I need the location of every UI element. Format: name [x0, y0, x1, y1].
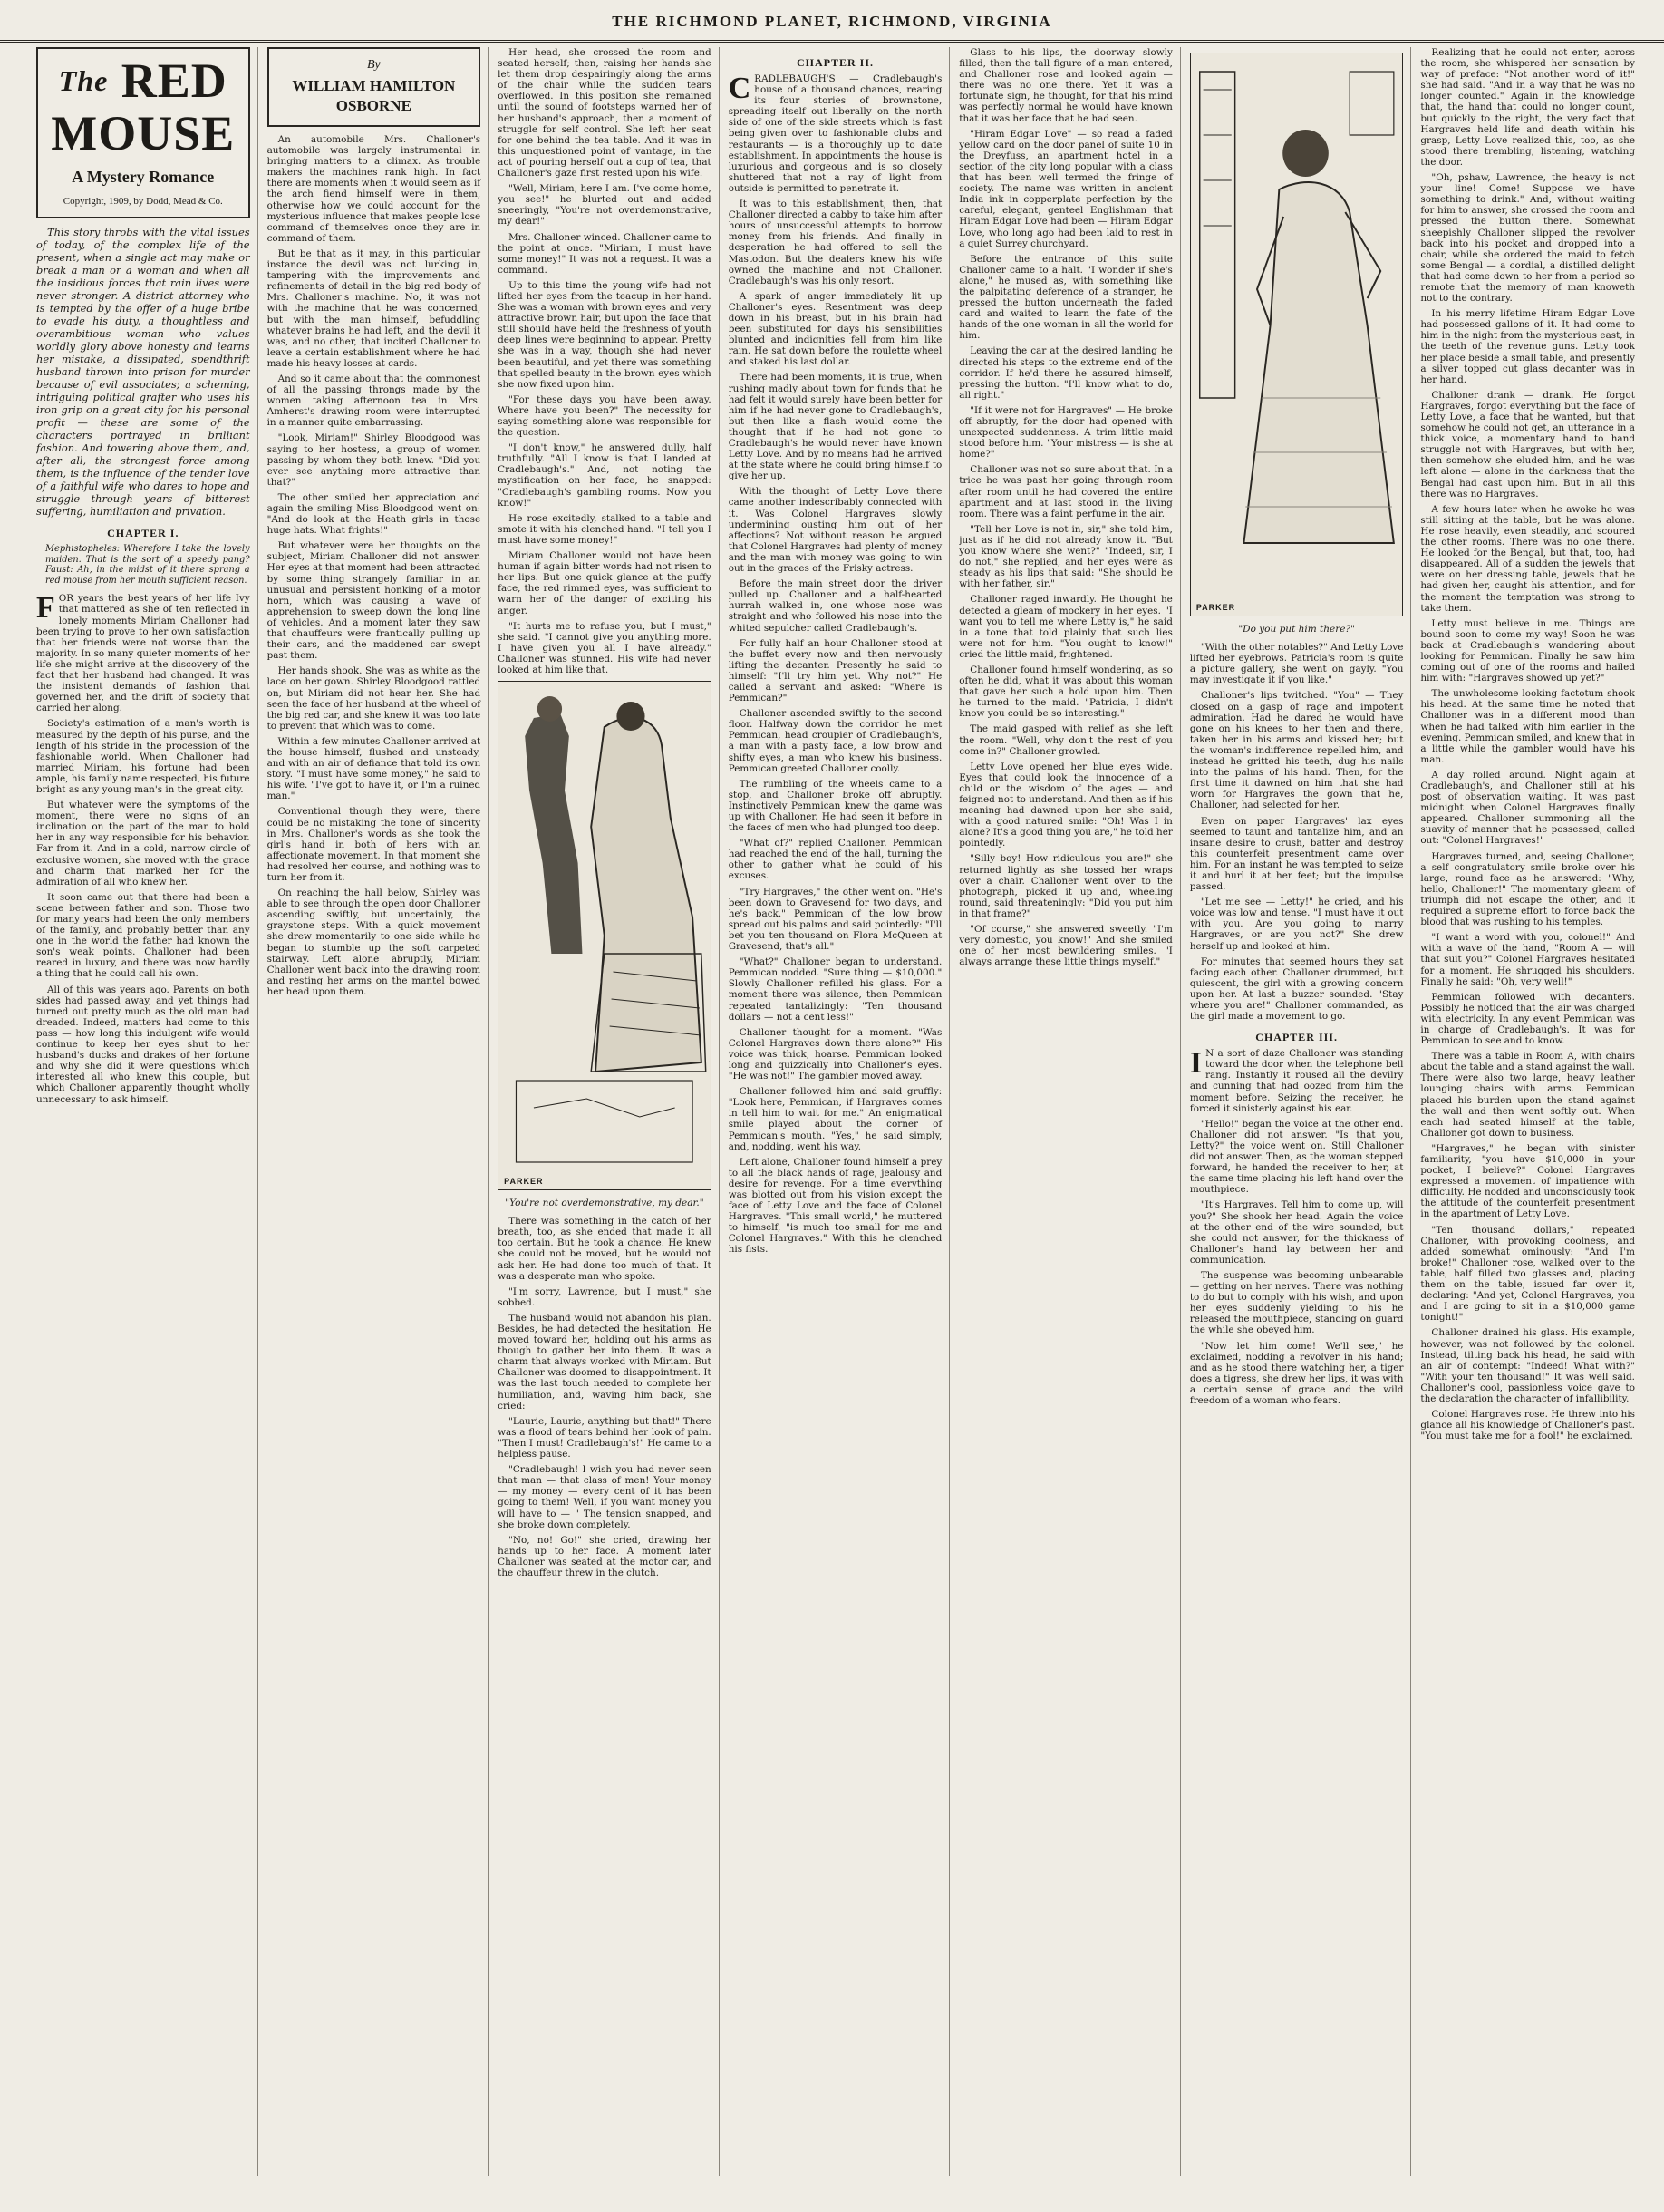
paragraph: "Let me see — Letty!" he cried, and his voice was low and tense. "I must have it out with you. Are you going to marry Hargraves, or are you not?" She drew herself up and looked at him.	[1189, 897, 1404, 952]
paragraph: Letty Love opened her blue eyes wide. Eyes that could look the innocence of a child or the wisdom of the ages — and feigned not to understand. And then as if his meaning had dawned upon her she said, with a good natured smile: "Oh! Was I in alone? It's a good thing you are," he told her pointedly.	[959, 761, 1173, 849]
story-title-main: RED MOUSE	[51, 53, 236, 160]
chapter-1-heading: CHAPTER I.	[107, 527, 179, 539]
paragraph: "Of course," she answered sweetly. "I'm very domestic, you know!" And she smiled one of her most bewildering smiles. "I always arrange these little things myself."	[959, 924, 1173, 968]
paragraph: "No, no! Go!" she cried, drawing her hands up to her face. A moment later Challoner was seated at the motor car, and the chauffeur threw in the clutch.	[498, 1534, 711, 1578]
paragraph: Glass to his lips, the doorway slowly filled, then the tall figure of a man entered, and Challoner rose and looked again — there was no one there. Yet it was a fortunate sign, he thought, for that his mind was perfectly normal he would have known that it was her face that he had seen.	[959, 47, 1173, 124]
paragraph: Left alone, Challoner found himself a prey to all the black hands of rage, jealousy and desire for revenge. For a time everything was blotted out from his vision except the face of Letty Love and the face of Colonel Hargraves. "This small world," he muttered to himself, "is much too small for me and Colonel Hargraves." With this he clenched his fists.	[728, 1156, 943, 1256]
illustration-signature: PARKER	[1195, 603, 1236, 612]
column-5	[959, 47, 1181, 2176]
chapter-2-heading: CHAPTER II.	[796, 56, 874, 69]
paragraph: Challoner found himself wondering, as so often he did, what it was about this woman that gave her such a hold upon him. Then he turned to the maid. "Patricia, I didn't know you could be so interesting."	[959, 664, 1173, 720]
paragraph: Challoner drained his glass. His example, however, was not followed by the colonel. Instead, tilting back his head, he said with an air of contempt: "Indeed! What with?" "With your ten thousand!" It was well said. Challoner's cool, passionless voice gave to the declaration the character of infallibility.	[1420, 1327, 1635, 1404]
paragraph: "Laurie, Laurie, anything but that!" There was a flood of tears behind her look of pain. "Then I must! Cradlebaugh's!" He came to a helpless pause.	[498, 1415, 711, 1460]
paragraph: An automobile Mrs. Challoner's automobile was largely instrumental in bringing matters to a climax. As trouble makers the machines rank high. In fact there are moments when it would seem as if the arch fiend himself were in them, otherwise how we could account for the mysterious influence that makes people lose command of themselves once they are in command of them.	[266, 134, 481, 244]
paragraph: But whatever were her thoughts on the subject, Miriam Challoner did not answer. Her eyes at that moment had been attracted by some thing strangely familiar in an unusual and persistent honking of a motor horn, which was causing a wave of apprehension to sweep down the long line of vehicles. And a moment later they saw that chauffeurs were frantically pulling up their cars, and the maddened car swept past them.	[266, 540, 481, 662]
paragraph: "With the other notables?" And Letty Love lifted her eyebrows. Patricia's room is quite a picture gallery, she went on gayly. "You may investigate it if you like."	[1189, 642, 1404, 686]
chapter-1-opening	[36, 593, 250, 713]
column-4	[729, 47, 951, 2176]
paragraph: A spark of anger immediately lit up Challoner's eyes. Resentment was deep down in his breast, but in his brain had been substituted for days his sensibilities blunted and indignities fell from him like rain. He sat down before the roulette wheel and staked his last dollar.	[728, 290, 943, 368]
paragraph: Challoner raged inwardly. He thought he detected a gleam of mockery in her eyes. "I want you to tell me where Letty is," he said in a tone that told plainly that such lies were not for him. "You ought to know!" cried the little maid, frightened.	[959, 594, 1173, 660]
column-2	[267, 47, 489, 2176]
story-subtitle: A Mystery Romance	[72, 168, 215, 186]
chapter-2-opening	[729, 73, 943, 194]
paragraph: "What?" Challoner began to understand. Pemmican nodded. "Sure thing — $10,000." Slowly Challoner refilled his glass. For a moment there was silence, then Pemmican repeated tantalizingly: "Ten thousand dollars — not a cent less!"	[728, 956, 943, 1023]
paragraph: Society's estimation of a man's worth is measured by the depth of his purse, and the length of his stride in the procession of the fashionable world. When Challoner had married Miriam, his fortune had been ample, his family name respected, his future bright as any young man's in the great city.	[36, 718, 250, 795]
paragraph: Letty must believe in me. Things are bound soon to come my way! Soon he was back at Cradlebaugh's wandering about looking for Pemmican. Finally he saw him coming out of one of the rooms and hailed him with: "Hargraves showed up yet?"	[1420, 617, 1635, 684]
paragraph: Within a few minutes Challoner arrived at the house himself, flushed and unsteady, and with an air of defiance that told its own story. "I must have some money," he said to his wife. "I've got to have it, or I'm a ruined man."	[266, 735, 481, 802]
story-masthead	[36, 47, 250, 218]
byline-author: WILLIAM HAMILTON OSBORNE	[292, 77, 456, 114]
paragraph: But whatever were the symptoms of the moment, there were no signs of an inclination on the part of the man to hold her in any way responsible for his behavior. Far from it. And in a cold, narrow circle of exclusive women, she moved with the grace and charm that marked her for the admiration of all who knew her.	[36, 800, 250, 888]
column-6	[1190, 47, 1412, 2176]
copyright-notice: Copyright, 1909, by Dodd, Mead & Co.	[63, 196, 223, 207]
paragraph: "Try Hargraves," the other went on. "He's been down to Gravesend for two days, and he's back." Pemmican of the low brow spread out his palms and said pointedly: "I'll bet you ten thousand on Flora McQueen at Gravesend, that's all."	[728, 886, 943, 953]
paragraph: The suspense was becoming unbearable — getting on her nerves. There was nothing to do but to comply with his wish, and upon her eyes suddenly yielding to his he released the mouthpiece, standing on guard the while she obeyed him.	[1189, 1269, 1404, 1336]
byline-by: By	[366, 58, 381, 72]
paragraph: Before the entrance of this suite Challoner came to a halt. "I wonder if she's alone," he mused as, with something like the palpitating deference of a stranger, he pressed the button underneath the faded card and waited to learn the fate of the hands of the one woman in all the world for him.	[959, 253, 1173, 342]
paragraph: Even on paper Hargraves' lax eyes seemed to taunt and tantalize him, and an insane desire to crush, batter and destroy this counterfeit presentment came over him. For an instant he was tempted to seize it and hurl it at her feet; but the impulse passed.	[1189, 815, 1404, 893]
illustration-caption: "Do you put him there?"	[1238, 624, 1355, 635]
paragraph: "Well, Miriam, here I am. I've come home, you see!" he blurted out and added sneeringly, "You're not overdemonstrative, my dear!"	[498, 183, 711, 228]
paragraph: In his merry lifetime Hiram Edgar Love had possessed gallons of it. It had come to him in the night from the mysterious east, in the teeth of the revenue guns. Letty took her place beside a small table, and presently a silver topped cut glass decanter was in her hand.	[1420, 308, 1635, 385]
dropcap-f: F	[36, 591, 55, 626]
paragraph: "Cradlebaugh! I wish you had never seen that man — that class of men! Your money — my money — every cent of it has been going to them! Well, if you want money you will have to — " The tension snapped, and she broke down completely.	[498, 1464, 711, 1530]
paragraph: Challoner thought for a moment. "Was Colonel Hargraves down there alone?" His voice was thick, hoarse. Pemmican looked long and quizzically into Challoner's eyes. "He was not!" The gambler moved away.	[728, 1026, 943, 1082]
chapter-3-heading: CHAPTER III.	[1255, 1031, 1338, 1044]
paragraph: But be that as it may, in this particular instance the devil was not lurking in, tampering with the improvements and refinements of detail in the big red body of Mrs. Challoner's machine. No, it was not with the machine that he was concerned, but with the man himself, befuddling whatever brains he had left, and the devil it was, and no other, that incited Challoner to leave a certain establishment where he had made his heavy losses at cards.	[266, 247, 481, 369]
paragraph: Up to this time the young wife had not lifted her eyes from the teacup in her hand. She was a woman with brown eyes and very attractive brown hair, but upon the face that still should have held the freshness of youth deep lines were beginning to appear. Pretty she was in a way, though she had never been beautiful, and yet there was something that spelled beauty in the brown eyes which she now fixed upon him.	[498, 279, 711, 390]
paragraph: The husband would not abandon his plan. Besides, he had detected the hesitation. He moved toward her, holding out his arms as though to gather her into them. It was a charm that always worked with Miriam. But Challoner was doomed to disappointment. It was the last touch needed to complete her humiliation, and, waving him back, she cried:	[498, 1312, 711, 1412]
paragraph: It was to this establishment, then, that Challoner directed a cabby to take him after hours of unsuccessful attempts to borrow money from his friends. And finally in desperation he had offered to sell the Mastodon. But the dealers knew his wife owned the machine and not Challoner. Cradlebaugh's was his only resort.	[728, 199, 943, 286]
paragraph: Challoner ascended swiftly to the second floor. Halfway down the corridor he met Pemmican, head croupier of Cradlebaugh's, a man with a pasty face, a low brow and shifty eyes, a man who knew his business. Pemmican greeted Challoner coolly.	[728, 708, 943, 774]
paragraph: "Tell her Love is not in, sir," she told him, just as if he did not already know it. "But you know where she went?" "Indeed, sir, I do not," she replied, and her eyes were as steady as his lips that said: "She should be with her father, sir."	[959, 523, 1173, 590]
column-1	[36, 47, 258, 2176]
paragraph: All of this was years ago. Parents on both sides had passed away, and yet things had turned out pretty much as the old man had dreaded. Indeed, matters had come to this pass — how long this indulgent wife would continue to keep her eyes shut to her husband's ducks and drakes of her fortune and why she did it were questions which interested all who knew this couple, but which Challoner apparently thought wholly unnecessary to ask himself.	[36, 984, 250, 1105]
paragraph: There had been moments, it is true, when rushing madly about town for funds that he had felt it would surely have been better for him if he had never gone to Cradlebaugh's, but then like a flash would come the thought that if he had not gone to Cradlebaugh's he would never have known Letty Love. And by no means had he arrived at the state where he could bring himself to give her up.	[728, 372, 943, 482]
paragraph: "Oh, pshaw, Lawrence, the heavy is not your line! Come! Suppose we have something to drink." And, without waiting for him to answer, she crossed the room and pressed the button there. Somewhat sheepishly Challoner slipped the revolver back into his pocket and dropped into a chair, while she ordered the maid to fetch some Bengal — a cordial, a distilled delight that had come down to her from a period so remote that the memory of man knoweth not to the contrary.	[1420, 172, 1635, 305]
paragraph: Pemmican followed with decanters. Possibly he noticed that the air was charged with electricity. In any event Pemmican was in charge of Cradlebaugh's. It was for Pemmican to see and to know.	[1420, 991, 1635, 1047]
paragraph: "Hiram Edgar Love" — so read a faded yellow card on the door panel of suite 10 in the Dreyfuss, an apartment hotel in a section of the city long popular with a class that has been well termed the fringe of society. The name was written in ancient India ink in copperplate perfection by the careful, elegant, genteel Englishman that Hiram Edgar Love had been — Hiram Edgar Love, who long ago had been laid to rest in a quiet Surrey churchyard.	[959, 128, 1173, 249]
paragraph: A day rolled around. Night again at Cradlebaugh's, and Challoner still at his post of observation waiting. It was past midnight when Colonel Hargraves finally appeared. Challoner summoning all the suavity of manner that he possessed, called out: "Colonel Hargraves!"	[1420, 769, 1635, 847]
illustration-couple	[498, 681, 711, 1190]
paragraph: Her head, she crossed the room and seated herself; then, raising her hands she let them drop despairingly along the arms of the chair while the sudden tears overflowed. In this position she remained until the sound of footsteps warned her of her husband's approach, then a moment of struggle for self control. She left her seat for one behind the tea table. And it was in this unquestioned point of vantage, in the act of pouring herself out a cup of tea, that Challoner's gaze first rested upon his wife.	[498, 47, 711, 179]
story-intro: This story throbs with the vital issues of today, of the complex life of the present, when a single act may make or break a man or a woman and when all the insidious forces that rain lives were never stronger. A district attorney who is tempted by the offer of a huge bribe to evade his duty, a thoughtless and overambitious woman who values worldly glory above honesty and learns her mistake, a dissipated, spendthrift husband thrown into prison for murder because of evil associates; a scheming, intriguing political grafter who uses his iron grip on a great city for his personal profit — these are some of the characters portrayed in brilliant fashion. And towering above them, and, after all, the strongest force among them, is the influence of the tender love of a faithful wife who dares to hope and struggle through years of bitterest suffering, humiliation and privation.	[36, 226, 250, 518]
paragraph: "I'm sorry, Lawrence, but I must," she sobbed.	[498, 1285, 711, 1308]
dropcap-c: C	[728, 72, 751, 105]
paragraph: Before the main street door the driver pulled up. Challoner and a half-hearted hurrah walked in, one whose nose was straight and who followed his nose into the whited sepulcher called Cradlebaugh's.	[728, 578, 943, 634]
paragraph: "I want a word with you, colonel!" And with a wave of the hand, "Room A — will that suit you?" Colonel Hargraves hesitated for a moment. He shrugged his shoulders. Finally he said: "Oh, very well!"	[1420, 932, 1635, 987]
paragraph: Her hands shook. She was as white as the lace on her gown. Shirley Bloodgood rattled on, but Miriam did not hear her. She had seen the face of her husband at the wheel of the big red car, and she knew it was too late to prevent that which was to come.	[266, 665, 481, 732]
paragraph: For fully half an hour Challoner stood at the buffet every now and then nervously lifting the decanter. Presently he said to himself: "I'll try him yet. Why not?" He called a servant and asked: "Where is Pemmican?"	[728, 637, 943, 704]
paragraph: Challoner followed him and said gruffly: "Look here, Pemmican, if Hargraves comes in tell him to wait for me." An enigmatical smile played about the corner of Pemmican's mouth. "Yes," he said simply, and, nodding, went his way.	[728, 1086, 943, 1152]
illustration-woman-drawing	[1191, 53, 1403, 616]
chapter-1-opening-text: OR years the best years of her life Ivy that mattered as she of ten reflected in lonely moments Miriam Challoner had been trying to prove to her own satisfaction that her friends were not worse than the majority. In so many quieter moments of her life she might arrive at the discovery of the fact that her husband had changed. It was the insistent demands of fashion that governed her, and the drift of society that carried her along.	[36, 593, 250, 714]
paragraph: Mrs. Challoner winced. Challoner came to the point at once. "Miriam, I must have some money!" It was not a request. It was a command.	[498, 231, 711, 276]
paragraph: "Ten thousand dollars," repeated Challoner, with provoking coolness, and added somewhat ominously: "And I'm broke!" Challoner rose, walked over to the table, half filled two glasses and, placing them on the table, issued far over it, declaring: "And yet, Colonel Hargraves, you and I are going to sit in a $10,000 game tonight!"	[1420, 1224, 1635, 1324]
article-columns	[36, 47, 1642, 2176]
paragraph: "Hello!" began the voice at the other end. Challoner did not answer. "Is that you, Letty?" the voice went on. Still Challoner did not answer. Then, as the woman stepped forward, he handed the receiver to her, at the same time placing his left hand over the mouthpiece.	[1189, 1118, 1404, 1196]
paragraph: A few hours later when he awoke he was still sitting at the table, but he was alone. He rose heavily, even steadily, and scoured the other rooms. There was no one there. He looked for the Bengal, but that, too, had disappeared. All of a sudden the jewels that were on her dressing table, jewels that he had given her, caught his attention, and for the moment the temptation was strong to take them.	[1420, 503, 1635, 614]
paragraph: The other smiled her appreciation and again the smiling Miss Bloodgood went on: "And do look at the Heath girls in those huge hats. What frights!"	[266, 491, 481, 537]
story-title-the: The	[58, 64, 109, 97]
paragraph: "If it were not for Hargraves" — He broke off abruptly, for the door had opened with unexpected suddenness. A trim little maid stood before him. "Your mistress — is she at home?"	[959, 404, 1173, 461]
chapter-3-opening	[1190, 1048, 1404, 1114]
paragraph: Realizing that he could not enter, across the room, she whispered her sensation by way of preface: "Not another word of it!" she had said. "And in a way that he was no longer counted." Again in the knowledge that, the hand that could no longer count, but quickly to the right, the very fact that Hargraves held life and death within his grasp, Letty Love realized this, too, as she stood there trembling, listening, watching the door.	[1420, 47, 1635, 168]
paragraph: "It hurts me to refuse you, but I must," she said. "I cannot give you anything more. I have given you all I have already." Challoner was stunned. His wife had never looked at him like that.	[498, 620, 711, 675]
paragraph: Leaving the car at the desired landing he directed his steps to the extreme end of the corridor. If he'd there he assured himself, pressing the button. "I'll know what to do, all right."	[959, 345, 1173, 401]
paragraph: The maid gasped with relief as she left the room. "Well, why don't the rest of you come in?" Challoner growled.	[959, 723, 1173, 757]
paragraph: "I don't know," he answered dully, half truthfully. "All I know is that I landed at Cradlebaugh's." And, not noting the mystification on her face, he snapped: "Cradlebaugh's gambling rooms. Now you know!"	[498, 442, 711, 509]
paragraph: "For these days you have been away. Where have you been?" The necessity for saying something alone was responsible for the question.	[498, 393, 711, 439]
paragraph: "Now let him come! We'll see," he exclaimed, nodding a revolver in his hand; and as he stood there watching her, a tiger does a tigress, she drew her lips, it was with a certain sense of grace and the wild freedom of a woman who fears.	[1189, 1340, 1404, 1406]
paragraph: There was something in the catch of her breath, too, as she ended that made it all too certain. But he took a chance. He knew she could not be moved, but he would not ask her. He had done too much of that. It was a desperate man who spoke.	[498, 1216, 711, 1282]
paragraph: "It's Hargraves. Tell him to come up, will you?" She shook her head. Again the voice at the other end of the wire sounded, but she could not answer, for the thickness of Challoner's hand lay between her and communication.	[1189, 1199, 1404, 1266]
illustration-caption: "You're not overdemonstrative, my dear."	[505, 1198, 704, 1209]
running-head: THE RICHMOND PLANET, RICHMOND, VIRGINIA	[0, 13, 1664, 43]
paragraph: "Hargraves," he began with sinister familiarity, "you have $10,000 in your pocket, I believe?" Colonel Hargraves expressed a movement of impatience with difficulty. He nodded and unconsciously took the attitude of the counterfeit presentment in the apartment of Letty Love.	[1420, 1142, 1635, 1220]
byline-box	[267, 47, 481, 127]
paragraph: For minutes that seemed hours they sat facing each other. Challoner drummed, but quiescent, the girl with a growing concern upon her. At last a buzzer sounded. "Stay where you are!" Challoner commanded, as the girl made a movement to go.	[1189, 956, 1404, 1023]
paragraph: It soon came out that there had been a scene between father and son. Those two for many years had been the only members of the family, and probably better than any one in the world the father had known the son's weak points. Challoner had been reared in luxury, and there was now hardly a thing that he could call his own.	[36, 891, 250, 980]
paragraph: "Silly boy! How ridiculous you are!" she returned lightly as she tossed her wraps over a chair. Challoner went over to the photograph, picked it up and, wheeling round, said threateningly: "Did you put him in that frame?"	[959, 853, 1173, 919]
column-7	[1420, 47, 1642, 2176]
paragraph: Conventional though they were, there could be no mistaking the tone of sincerity in Mrs. Challoner's words as she took the girl's hand in both of hers with an affectionate movement. In that moment she had resolved her course, and nothing was to turn her from it.	[266, 806, 481, 883]
chapter-3-opening-text: N a sort of daze Challoner was standing toward the door when the telephone bell rang. Instantly it roused all the devilry and cunning that had oozed from him the moment before. Seizing the receiver, he forced it sinisterly against his ear.	[1189, 1048, 1404, 1114]
paragraph: And so it came about that the commonest of all the passing throngs made by the women taking afternoon tea in Mrs. Amherst's drawing room were interrupted in a manner quite embarrassing.	[266, 373, 481, 429]
story-title	[45, 54, 241, 160]
paragraph: Colonel Hargraves rose. He threw into his glance all his knowledge of Challoner's past. "You must take me for a fool!" he exclaimed.	[1420, 1409, 1635, 1442]
paragraph: Challoner was not so sure about that. In a trice he was past her going through room after room until he had covered the entire apartment and at last stood in the living room. There was a faint perfume in the air.	[959, 464, 1173, 519]
chapter-2-opening-text: RADLEBAUGH'S — Cradlebaugh's house of a thousand chances, rearing its four stories of brownstone, spreading itself out liberally on the north side of one of the side streets which is fast being given over to fashionable clubs and restaurants — is a thoroughly up to date establishment. In appointments the house is luxurious and gorgeous and is so closely shuttered that not a ray of light from outside is permitted to penetrate it.	[728, 73, 943, 194]
dropcap-i: I	[1189, 1046, 1203, 1081]
paragraph: With the thought of Letty Love there came another indescribably connected with it. Was Colonel Hargraves slowly undermining ousting him out of her affections? Not without reason he argued that Colonel Hargraves had plenty of money and the man with money was going to win out in the graces of the Frisky actress.	[728, 486, 943, 575]
illustration-signature: PARKER	[504, 1177, 544, 1187]
paragraph: On reaching the hall below, Shirley was able to see through the open door Challoner ascending swiftly, but uncertainly, the graystone steps. With a quick movement she drew momentarily to one side while he began to stumble up the soft carpeted stairway. Left alone abruptly, Miriam Challoner went back into the drawing room and resting her arms on the mantel bowed her head upon them.	[266, 888, 481, 997]
paragraph: There was a table in Room A, with chairs about the table and a stand against the wall. There were also two large, heavy leather lounging chairs with arms. Pemmican placed his burden upon the stand against the wall and then went softly out. When each had seated himself at the table, Challoner got down to business.	[1420, 1051, 1635, 1139]
paragraph: He rose excitedly, stalked to a table and smote it with his clenched hand. "I tell you I must have some money!"	[498, 512, 711, 546]
illustration-woman	[1190, 53, 1404, 616]
paragraph: "What of?" replied Challoner. Pemmican had reached the end of the hall, turning the other to gather what he could of his excuses.	[728, 838, 943, 882]
paragraph: Challoner drank — drank. He forgot Hargraves, forgot everything but the face of Letty Love, a face that he wanted, but that somehow he could not get, an utterance in a thick voice, a momentary hand to hand struggle not with Hargraves, but with her, then somehow she eluded him, and he was left alone — alone in the darkness that the Bengal had cast upon him. But in all this there was no Hargraves.	[1420, 389, 1635, 500]
paragraph: Challoner's lips twitched. "You" — They closed on a gasp of rage and impotent admiration. Had he dared he would have gone on his knees to her then and there, taken her in his arms and kissed her; but the woman's indifference repelled him, and instead he gritted his teeth, dug his nails into the palms of his hand. Then, for the first time it dawned on him that she had worn for Hargraves the gown that he, Challoner, had selected for her.	[1189, 690, 1404, 811]
paragraph: The rumbling of the wheels came to a stop, and Challoner broke off abruptly. Instinctively Pemmican knew the game was up with Challoner. He had seen it before in the faces of men who had plunged too deep.	[728, 778, 943, 834]
paragraph: Hargraves turned, and, seeing Challoner, a self congratulatory smile broke over his large, round face as he answered: "Why, hello, Challoner!" The momentary gleam of triumph did not escape the other, and it required a supreme effort to force back the blood that was rushing to his temples.	[1420, 850, 1635, 928]
illustration-couple-drawing	[498, 682, 711, 1189]
paragraph: Miriam Challoner would not have been human if again bitter words had not risen to her lips. But one quick glance at the puffy face, the red rimmed eyes, was sufficient to warn her of the danger of exciting his anger.	[498, 550, 711, 616]
paragraph: The unwholesome looking factotum shook his head. At the same time he noted that Challoner was in a different mood than when he had talked with him earlier in the evening. Pemmican smiled, and knew that in a little while the gambler would have his man.	[1420, 688, 1635, 765]
column-3	[498, 47, 720, 2176]
paragraph: "Look, Miriam!" Shirley Bloodgood was saying to her hostess, a group of women passing by whom they both knew. "Did you ever see anything more attractive than that?"	[266, 432, 481, 488]
chapter-1-epigraph: Mephistopheles: Wherefore I take the lovely maiden. That is the sort of a speedy pang? Faust: Ah, in the midst of it there sprang a red mouse from her mouth sufficient reason.	[45, 544, 250, 586]
